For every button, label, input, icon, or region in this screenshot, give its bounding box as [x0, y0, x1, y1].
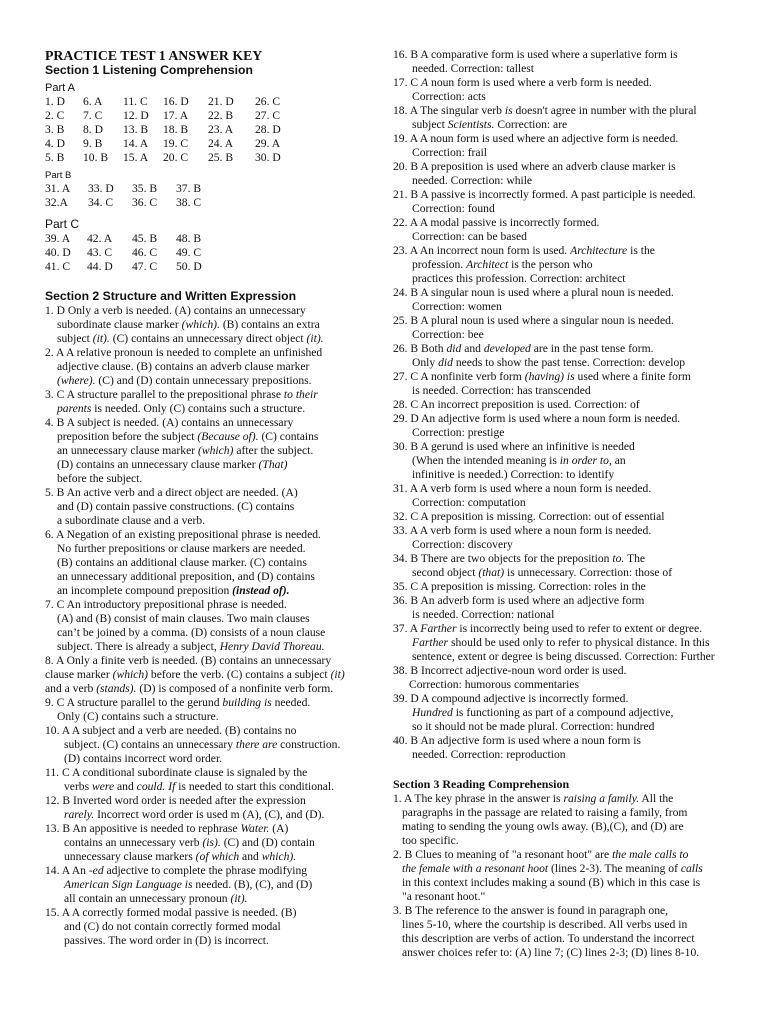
- part-b-answer: 37. B: [176, 182, 202, 195]
- part-a-label: Part A: [45, 82, 75, 94]
- part-a-answer: 1. D: [45, 95, 65, 108]
- section-2-item: [393, 664, 758, 692]
- section-2-line: and (C) do not contain correctly formed modal: [64, 920, 281, 933]
- section-3-line: 2. B Clues to meaning of "a resonant hoot" are the male calls to: [393, 848, 689, 861]
- section-2-line: 20. B A preposition is used where an adverb clause marker is: [393, 160, 676, 173]
- part-a-row: [45, 123, 390, 137]
- section-2-item: [393, 216, 758, 244]
- part-b-row: [45, 182, 390, 196]
- part-c-answers: [45, 232, 390, 274]
- section-2-line: 29. D An adjective form is used where a noun form is needed.: [393, 412, 681, 425]
- part-a-row: [45, 151, 390, 165]
- section-2-line: rarely. Incorrect word order is used m (A), (C), and (D).: [64, 808, 325, 821]
- part-a-answer: 25. B: [208, 151, 234, 164]
- part-a-answer: 21. D: [208, 95, 234, 108]
- part-a-answer: 19. C: [163, 137, 189, 150]
- section-2-line: 17. C A noun form is used where a verb form is needed.: [393, 76, 652, 89]
- section-2-line: 40. B An adjective form is used where a noun form is: [393, 734, 641, 747]
- section-2-item: [393, 48, 758, 76]
- section-2-line: 14. A An -ed adjective to complete the phrase modifying: [45, 864, 308, 877]
- section-2-line: Correction: acts: [412, 90, 486, 103]
- section-2-item: [393, 398, 758, 412]
- section-2-line: preposition before the subject (Because of). (C) contains: [57, 430, 319, 443]
- section-2-item: [393, 286, 758, 314]
- section-2-line: American Sign Language is needed. (B), (C), and (D): [64, 878, 313, 891]
- section-2-line: 36. B An adverb form is used where an adjective form: [393, 594, 645, 607]
- section-2-line: 1. D Only a verb is needed. (A) contains an unnecessary: [45, 304, 306, 317]
- part-c-answer: 41. C: [45, 260, 71, 273]
- part-a-answers: [45, 95, 390, 165]
- section-2-item: [45, 864, 390, 906]
- section-2-line: 3. C A structure parallel to the prepositional phrase to their: [45, 388, 318, 401]
- part-a-answer: 14. A: [123, 137, 149, 150]
- part-a-answer: 29. A: [255, 137, 281, 150]
- part-a-answer: 17. A: [163, 109, 189, 122]
- part-a-answer: 5. B: [45, 151, 65, 164]
- section-2-line: Correction: found: [412, 202, 495, 215]
- part-a-answer: 22. B: [208, 109, 234, 122]
- section-2-line: (D) contains incorrect word order.: [64, 752, 223, 765]
- section-2-item: [393, 132, 758, 160]
- part-b-row: [45, 196, 390, 210]
- part-b-answer: 31. A: [45, 182, 71, 195]
- section-3-title: Section 3 Reading Comprehension: [393, 777, 570, 791]
- section-2-line: 8. A Only a finite verb is needed. (B) contains an unnecessary: [45, 654, 332, 667]
- section-2-item: [45, 388, 390, 416]
- section-2-item: [393, 692, 758, 734]
- section-3-line: this description are verbs of action. To understand the incorrect: [402, 932, 695, 945]
- part-a-answer: 15. A: [123, 151, 149, 164]
- section-2-line: practices this profession. Correction: architect: [412, 272, 626, 285]
- part-c-label: Part C: [45, 217, 80, 231]
- section-2-line: is needed. Correction: national: [412, 608, 555, 621]
- section-3-line: too specific.: [402, 834, 459, 847]
- section-2-line: Correction: women: [412, 300, 502, 313]
- section-2-item: [393, 188, 758, 216]
- section-2-line: 26. B Both did and developed are in the past tense form.: [393, 342, 654, 355]
- section-2-line: 39. D A compound adjective is incorrectly formed.: [393, 692, 629, 705]
- section-2-line: 22. A A modal passive is incorrectly formed.: [393, 216, 600, 229]
- section-3-line: in this context includes making a sound (B) which in this case is: [402, 876, 701, 889]
- section-2-item: [45, 794, 390, 822]
- section-2-line: Correction: discovery: [412, 538, 513, 551]
- part-c-answer: 46. C: [132, 246, 158, 259]
- section-2-line: Correction: can be based: [412, 230, 527, 243]
- part-b-answer: 32.A: [45, 196, 68, 209]
- section-2-item: [45, 724, 390, 766]
- section-2-items-right: [393, 48, 758, 762]
- section-2-line: (where). (C) and (D) contain unnecessary prepositions.: [57, 374, 312, 387]
- section-2-line: an unnecessary additional preposition, and (D) contains: [57, 570, 315, 583]
- section-2-item: [393, 440, 758, 482]
- section-3-line: the female with a resonant hoot (lines 2-3). The meaning of calls: [402, 862, 703, 875]
- section-2-line: Only (C) contains such a structure.: [57, 710, 219, 723]
- part-c-answer: 48. B: [176, 232, 202, 245]
- section-2-item: [393, 482, 758, 510]
- section-2-line: (When the intended meaning is in order to, an: [412, 454, 626, 467]
- section-2-line: (A) and (B) consist of main clauses. Two main clauses: [57, 612, 310, 625]
- part-a-answer: 13. B: [123, 123, 149, 136]
- section-2-line: passives. The word order in (D) is incorrect.: [64, 934, 269, 947]
- section-2-item: [393, 510, 758, 524]
- section-3-line: mating to sending the young owls away. (B),(C), and (D) are: [402, 820, 684, 833]
- part-a-answer: 9. B: [83, 137, 103, 150]
- section-2-item: [393, 160, 758, 188]
- part-a-answer: 20. C: [163, 151, 189, 164]
- section-2-item: [393, 622, 758, 664]
- section-2-line: verbs were and could. If is needed to start this conditional.: [64, 780, 335, 793]
- section-3-item: [393, 792, 758, 848]
- section-2-line: parents is needed. Only (C) contains such a structure.: [57, 402, 306, 415]
- document-title: PRACTICE TEST 1 ANSWER KEY: [45, 48, 263, 63]
- section-2-item: [393, 104, 758, 132]
- section-2-line: unnecessary clause markers (of which and which).: [64, 850, 297, 863]
- part-b-answer: 35. B: [132, 182, 158, 195]
- section-2-line: 24. B A singular noun is used where a plural noun is needed.: [393, 286, 674, 299]
- section-2-line: 11. C A conditional subordinate clause is signaled by the: [45, 766, 308, 779]
- section-2-item: [393, 594, 758, 622]
- section-2-line: and a verb (stands). (D) is composed of a nonfinite verb form.: [45, 682, 334, 695]
- part-a-answer: 26. C: [255, 95, 281, 108]
- section-2-line: sentence, extent or degree is being discussed. Correction: Further: [412, 650, 715, 663]
- section-2-item: [45, 486, 390, 528]
- part-b-label: Part B: [45, 170, 72, 181]
- section-2-item: [393, 314, 758, 342]
- section-2-line: an unnecessary clause marker (which) after the subject.: [57, 444, 314, 457]
- section-3-line: "a resonant hoot.": [402, 890, 486, 903]
- part-b-answer: 36. C: [132, 196, 158, 209]
- section-2-item: [45, 654, 390, 696]
- section-2-line: 38. B Incorrect adjective-noun word order is used.: [393, 664, 627, 677]
- section-2-line: 23. A An incorrect noun form is used. Architecture is the: [393, 244, 655, 257]
- section-2-item: [393, 524, 758, 552]
- part-a-answer: 16. D: [163, 95, 189, 108]
- section-2-line: subject. (C) contains an unnecessary there are construction.: [64, 738, 341, 751]
- section-2-line: needed. Correction: tallest: [412, 62, 535, 75]
- section-2-line: (B) contains an additional clause marker. (C) contains: [57, 556, 307, 569]
- section-2-line: can’t be joined by a comma. (D) consists of a noun clause: [57, 626, 326, 639]
- section-2-line: 6. A Negation of an existing prepositional phrase is needed.: [45, 528, 321, 541]
- part-a-answer: 18. B: [163, 123, 189, 136]
- section-2-line: is needed. Correction: has transcended: [412, 384, 591, 397]
- section-2-line: 31. A A verb form is used where a noun form is needed.: [393, 482, 652, 495]
- part-a-answer: 4. D: [45, 137, 65, 150]
- section-3-line: 1. A The key phrase in the answer is raising a family. All the: [393, 792, 674, 805]
- section-2-line: 4. B A subject is needed. (A) contains an unnecessary: [45, 416, 294, 429]
- section-2-line: a subordinate clause and a verb.: [57, 514, 206, 527]
- part-c-row: [45, 246, 390, 260]
- section-2-line: 25. B A plural noun is used where a singular noun is needed.: [393, 314, 674, 327]
- part-c-answer: 45. B: [132, 232, 158, 245]
- section-2-line: 30. B A gerund is used where an infinitive is needed: [393, 440, 635, 453]
- section-2-line: Farther should be used only to refer to physical distance. In this: [412, 636, 710, 649]
- section-2-line: (D) contains an unnecessary clause marker (That): [57, 458, 288, 471]
- part-a-row: [45, 109, 390, 123]
- part-c-row: [45, 232, 390, 246]
- section-2-line: 21. B A passive is incorrectly formed. A past participle is needed.: [393, 188, 696, 201]
- section-2-line: 27. C A nonfinite verb form (having) is used where a finite form: [393, 370, 691, 383]
- part-a-answer: 8. D: [83, 123, 103, 136]
- part-a-answer: 23. A: [208, 123, 234, 136]
- section-2-item: [45, 346, 390, 388]
- section-2-line: so it should not be made plural. Correction: hundred: [412, 720, 655, 733]
- right-column: [393, 48, 758, 960]
- part-a-answer: 6. A: [83, 95, 103, 108]
- section-2-line: Correction: humorous commentaries: [409, 678, 580, 691]
- section-2-item: [393, 76, 758, 104]
- section-2-line: adjective clause. (B) contains an adverb clause marker: [57, 360, 310, 373]
- part-a-answer: 27. C: [255, 109, 281, 122]
- section-2-line: 19. A A noun form is used where an adjective form is needed.: [393, 132, 679, 145]
- part-c-row: [45, 260, 390, 274]
- section-2-line: 37. A Farther is incorrectly being used to refer to extent or degree.: [393, 622, 703, 635]
- part-c-answer: 42. A: [87, 232, 113, 245]
- part-a-row: [45, 95, 390, 109]
- section-2-line: 9. C A structure parallel to the gerund building is needed.: [45, 696, 311, 709]
- part-b-answer: 34. C: [88, 196, 114, 209]
- part-a-answer: 28. D: [255, 123, 281, 136]
- section-2-line: before the subject.: [57, 472, 143, 485]
- section-2-line: 35. C A preposition is missing. Correction: roles in the: [393, 580, 646, 593]
- section-2-item: [393, 370, 758, 398]
- section-2-item: [393, 342, 758, 370]
- part-a-answer: 24. A: [208, 137, 234, 150]
- section-2-line: subject Scientists. Correction: are: [412, 118, 568, 131]
- section-2-line: and (D) contain passive constructions. (C) contains: [57, 500, 295, 513]
- part-b-answer: 38. C: [176, 196, 202, 209]
- section-3-item: [393, 904, 758, 960]
- part-a-row: [45, 137, 390, 151]
- part-a-answer: 11. C: [123, 95, 148, 108]
- section-2-item: [393, 580, 758, 594]
- section-2-line: Correction: frail: [412, 146, 488, 159]
- section-2-item: [393, 244, 758, 286]
- section-2-line: Correction: computation: [412, 496, 526, 509]
- section-2-line: clause marker (which) before the verb. (C) contains a subject (it): [45, 668, 345, 681]
- section-2-line: 7. C An introductory prepositional phrase is needed.: [45, 598, 287, 611]
- section-2-line: Only did needs to show the past tense. Correction: develop: [412, 356, 686, 369]
- part-c-answer: 43. C: [87, 246, 113, 259]
- section-2-line: No further prepositions or clause markers are needed.: [57, 542, 306, 555]
- part-c-answer: 39. A: [45, 232, 71, 245]
- section-2-line: subordinate clause marker (which). (B) contains an extra: [57, 318, 320, 331]
- section-2-line: 28. C An incorrect preposition is used. Correction: of: [393, 398, 640, 411]
- section-2-item: [45, 598, 390, 654]
- part-c-answer: 47. C: [132, 260, 158, 273]
- section-2-items-left: [45, 304, 390, 948]
- section-2-line: 16. B A comparative form is used where a superlative form is: [393, 48, 678, 61]
- part-a-answer: 2. C: [45, 109, 65, 122]
- section-2-line: contains an unnecessary verb (is). (C) and (D) contain: [64, 836, 315, 849]
- section-2-item: [45, 416, 390, 486]
- section-2-item: [393, 552, 758, 580]
- section-3-line: paragraphs in the passage are related to raising a family, from: [402, 806, 688, 819]
- section-2-line: 15. A A correctly formed modal passive is needed. (B): [45, 906, 297, 919]
- section-2-item: [393, 734, 758, 762]
- part-c-answer: 44. D: [87, 260, 113, 273]
- section-2-item: [45, 528, 390, 598]
- section-1-title: Section 1 Listening Comprehension: [45, 63, 253, 77]
- part-a-answer: 12. D: [123, 109, 149, 122]
- section-2-line: an incomplete compound preposition (instead of).: [57, 584, 290, 597]
- part-a-answer: 7. C: [83, 109, 103, 122]
- section-2-line: subject (it). (C) contains an unnecessary direct object (it).: [57, 332, 324, 345]
- section-2-line: 5. B An active verb and a direct object are needed. (A): [45, 486, 298, 499]
- part-c-answer: 40. D: [45, 246, 71, 259]
- section-2-line: profession. Architect is the person who: [412, 258, 593, 271]
- section-2-line: 33. A A verb form is used where a noun form is needed.: [393, 524, 652, 537]
- section-2-line: 34. B There are two objects for the preposition to. The: [393, 552, 646, 565]
- section-3-line: answer choices refer to: (A) line 7; (C) lines 2-3; (D) lines 8-10.: [402, 946, 700, 959]
- section-2-item: [45, 766, 390, 794]
- section-2-line: 10. A A subject and a verb are needed. (B) contains no: [45, 724, 297, 737]
- section-2-line: needed. Correction: while: [412, 174, 533, 187]
- section-2-line: Hundred is functioning as part of a compound adjective,: [412, 706, 674, 719]
- part-a-answer: 30. D: [255, 151, 281, 164]
- left-column: [45, 48, 390, 948]
- section-3-items: [393, 792, 758, 960]
- part-b-answer: 33. D: [88, 182, 114, 195]
- section-2-item: [45, 822, 390, 864]
- section-2-line: subject. There is already a subject, Henry David Thoreau.: [57, 640, 325, 653]
- part-a-answer: 3. B: [45, 123, 65, 136]
- section-2-item: [393, 412, 758, 440]
- section-2-line: all contain an unnecessary pronoun (it).: [64, 892, 248, 905]
- part-c-answer: 50. D: [176, 260, 202, 273]
- part-c-answer: 49. C: [176, 246, 202, 259]
- section-2-line: 2. A A relative pronoun is needed to complete an unfinished: [45, 346, 323, 359]
- section-3-line: 3. B The reference to the answer is found in paragraph one,: [393, 904, 669, 917]
- part-b-answers: [45, 182, 390, 210]
- section-2-line: Correction: prestige: [412, 426, 505, 439]
- section-2-line: 32. C A preposition is missing. Correction: out of essential: [393, 510, 665, 523]
- section-3-line: lines 5-10, where the courtship is described. All verbs used in: [402, 918, 688, 931]
- section-3-item: [393, 848, 758, 904]
- section-2-line: 12. B Inverted word order is needed after the expression: [45, 794, 306, 807]
- section-2-title: Section 2 Structure and Written Expression: [45, 289, 297, 303]
- section-2-line: infinitive is needed.) Correction: to identify: [412, 468, 615, 481]
- section-2-item: [45, 696, 390, 724]
- part-a-answer: 10. B: [83, 151, 109, 164]
- section-2-line: needed. Correction: reproduction: [412, 748, 566, 761]
- section-2-line: 13. B An appositive is needed to rephrase Water. (A): [45, 822, 289, 835]
- section-2-item: [45, 304, 390, 346]
- section-2-line: Correction: bee: [412, 328, 484, 341]
- section-2-line: 18. A The singular verb is doesn't agree in number with the plural: [393, 104, 697, 117]
- section-2-item: [45, 906, 390, 948]
- section-2-line: second object (that) is unnecessary. Correction: those of: [412, 566, 673, 579]
